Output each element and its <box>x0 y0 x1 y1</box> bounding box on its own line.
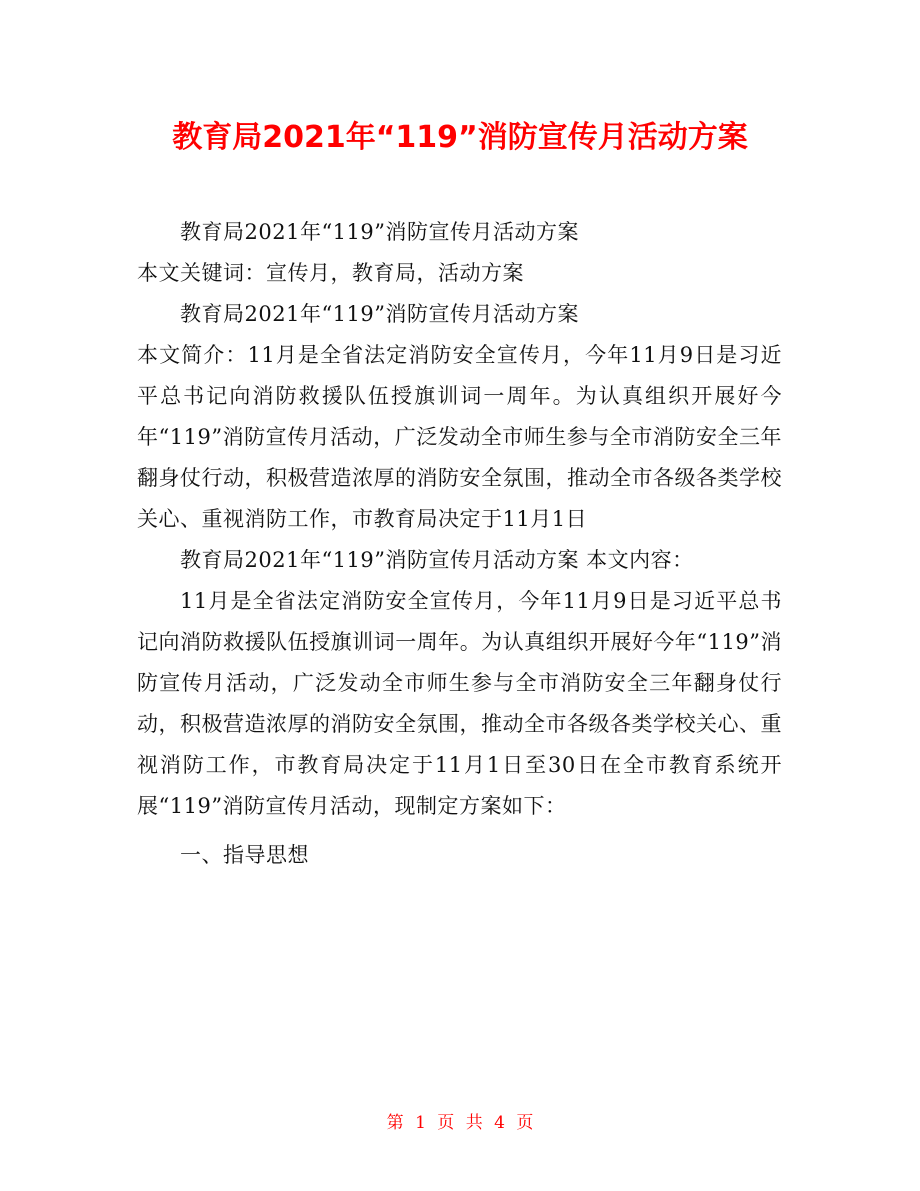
document-title: 教育局2021年“119”消防宣传月活动方案 <box>172 120 748 155</box>
paragraph-summary: 本文简介：11月是全省法定消防安全宣传月，今年11月9日是习近平总书记向消防救援队伍授旗训词一周年。为认真组织开展好今年“119”消防宣传月活动，广泛发动全市师生参与全市消防安全三年翻身仗行动，积极营造浓厚的消防安全氛围，推动全市各级各类学校关心、重视消防工作，市教育局决定于11月1日 <box>137 343 782 531</box>
paragraph-keywords: 本文关键词：宣传月，教育局，活动方案 <box>137 261 524 285</box>
paragraph-content-label: 教育局2021年“119”消防宣传月活动方案 本文内容： <box>180 548 694 572</box>
document-body <box>137 212 782 876</box>
paragraph-heading-repeat-2: 教育局2021年“119”消防宣传月活动方案 <box>180 302 579 326</box>
page-indicator: 第 1 页 共 4 页 <box>386 1113 534 1133</box>
paragraph-main-text: 11月是全省法定消防安全宣传月，今年11月9日是习近平总书记向消防救援队伍授旗训词一周年。为认真组织开展好今年“119”消防宣传月活动，广泛发动全市师生参与全市消防安全三年翻身仗行动，积极营造浓厚的消防安全氛围，推动全市各级各类学校关心、重视消防工作，市教育局决定于11月1日至30日在全市教育系统开展“119”消防宣传月活动，现制定方案如下： <box>137 589 782 818</box>
section-heading-guiding-ideology: 一、指导思想 <box>180 843 309 867</box>
paragraph-heading-repeat: 教育局2021年“119”消防宣传月活动方案 <box>180 220 579 244</box>
